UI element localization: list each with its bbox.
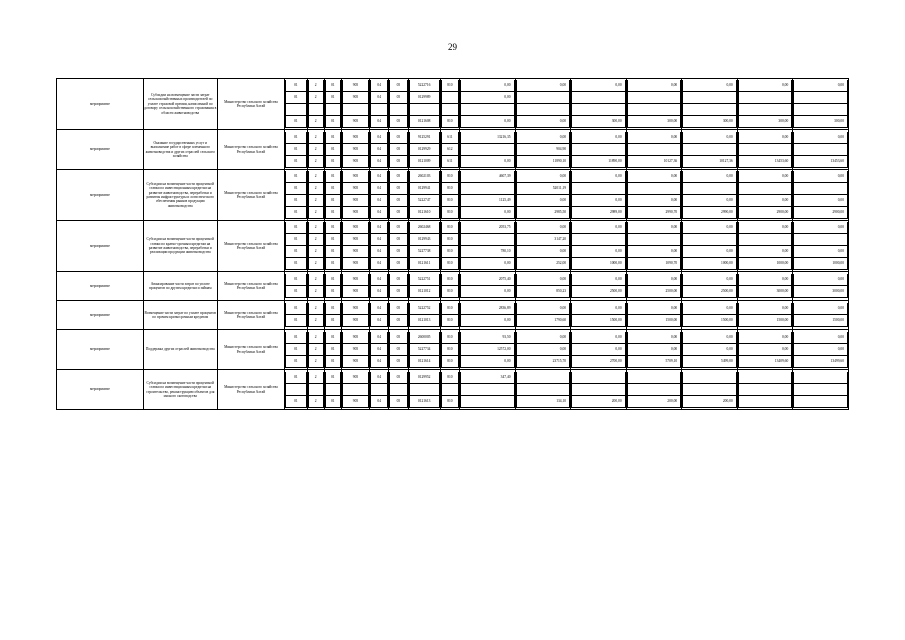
value-cell: 0,00 300,00 [682,79,738,130]
row-description-cell: Субсидии на возмещение части затрат сельскохозяйственных производителей по уплате страховой премии, начисленной по договору сельскохозяйственного страхования в области животноводства [143,79,217,130]
value-cell: 0,00 3000,00 [737,272,793,301]
code-cell: 01 01 [324,272,341,301]
code-cell: 0129952 0121613 [408,370,440,410]
code-cell: 01 01 01 01 [285,170,307,221]
code-cell: 810 810 [440,370,459,410]
row-organization-cell: Министерство сельского хозяйства Республики Алтай [217,221,285,272]
value-cell: 0,00 904,90 11890,10 [515,130,571,170]
code-cell: 2 2 2 [307,130,324,170]
value-cell: 0,00 2500,00 [571,272,627,301]
row-organization-cell: Министерство сельского хозяйства Республики Алтай [217,330,285,370]
code-cell: 05 05 [389,272,408,301]
code-cell: 01 01 [324,301,341,330]
value-cell: 2075,40 0,00 [460,272,516,301]
code-cell: 05 05 05 [389,79,408,130]
value-cell: 200,00 [626,370,682,410]
code-cell: 05 05 05 05 [389,221,408,272]
code-cell: 01 01 [285,272,307,301]
code-cell: 2 2 2 2 [307,221,324,272]
value-cell: 0,00 1500,00 [626,301,682,330]
code-cell: 2 2 [307,272,324,301]
value-cell: 0,00 10127,36 [626,130,682,170]
row-type-cell: мероприятие [57,330,144,370]
row-organization-cell: Министерство сельского хозяйства Республики Алтай [217,370,285,410]
value-cell: 0,00 3147,20 0,00 252,00 [515,221,571,272]
row-description-cell: Субсидии на возмещение части процентной ставки по инвестиционным кредитам на строительство, реконструкцию объектов для мясного скотоводства [143,370,217,410]
row-type-cell: мероприятие [57,370,144,410]
code-cell: 810 810 810 810 [440,221,459,272]
code-cell: 905 905 [341,272,369,301]
value-cell: 347,40 [460,370,516,410]
value-cell: 0,00 0,00 1000,00 [737,221,793,272]
code-cell: 905 905 905 905 [341,170,369,221]
value-cell: 0,00 0,00 2700,00 [571,330,627,370]
value-cell: 0,00 0,00 1000,00 [571,221,627,272]
value-cell: 0,00 0,00 1090,70 [626,221,682,272]
budget-table [56,78,849,410]
code-cell: 2602468 0129943 5227738 0121611 [408,221,440,272]
table-row [57,370,849,410]
code-cell: 05 05 05 [389,130,408,170]
value-cell: 0,00 2500,00 [682,272,738,301]
code-cell: 01 01 01 01 [324,170,341,221]
value-cell: 0,00 0,00 2900,00 [737,170,793,221]
value-cell: 0,00 1500,00 [682,301,738,330]
code-cell: 01 01 01 [285,79,307,130]
value-cell: 0,00 3000,00 [793,272,849,301]
row-description-cell: Возмещение части затрат по уплате процентов по прочим краткосрочным кредитам [143,301,217,330]
row-type-cell: мероприятие [57,221,144,272]
value-cell: 0,00 0,00 13499,60 [793,330,849,370]
code-cell: 810 810 [440,272,459,301]
value-cell: 0,00 0,00 1000,00 [682,221,738,272]
value-cell: 13216,35 0,00 [460,130,516,170]
code-cell: 2 2 [307,301,324,330]
value-cell: 0,00 52011,19 0,00 2985,50 [515,170,571,221]
table-row [57,272,849,301]
value-cell: 0,00 0,00 [515,79,571,130]
code-cell: 2600005 5227734 0121614 [408,330,440,370]
value-cell: 4607,39 1125,49 0,00 [460,170,516,221]
code-cell: 04 04 [370,272,389,301]
code-cell: 905 905 [341,301,369,330]
code-cell: 01 01 01 [285,330,307,370]
code-cell: 5222716 0129989 0121608 [408,79,440,130]
code-cell: 905 905 905 [341,330,369,370]
budget-table-wrapper [56,78,849,410]
code-cell: 810 810 [440,79,459,130]
code-cell: 01 01 01 01 [324,221,341,272]
code-cell: 2 2 2 2 [307,170,324,221]
code-cell: 05 05 05 05 [389,170,408,221]
code-cell: 04 04 [370,370,389,410]
row-organization-cell: Министерство сельского хозяйства Республики Алтай [217,130,285,170]
code-cell: 01 01 [285,301,307,330]
value-cell: 0,00 300,00 [626,79,682,130]
value-cell: 0,00 0,00 23715,70 [515,330,571,370]
table-row [57,301,849,330]
value-cell: 0,00 1790,60 [515,301,571,330]
code-cell: 5222751 0121012 [408,272,440,301]
code-cell: 01 01 01 [285,130,307,170]
value-cell: 2053,75 780,10 0,00 [460,221,516,272]
value-cell: 0,00 13453,60 [737,130,793,170]
row-type-cell: мероприятие [57,170,144,221]
value-cell: 0,00 1500,00 [737,301,793,330]
table-row [57,330,849,370]
value-cell: 200,00 [571,370,627,410]
code-cell: 2 2 [307,370,324,410]
code-cell: 2 2 2 [307,330,324,370]
code-cell: 2 2 2 [307,79,324,130]
code-cell: 04 04 04 04 [370,221,389,272]
value-cell: 0,00 0,00 2989,00 [571,170,627,221]
code-cell: 810 810 [440,301,459,330]
table-row [57,221,849,272]
code-cell: 05 05 [389,370,408,410]
row-description-cell: Поддержка других отраслей животноводства [143,330,217,370]
code-cell: 611 612 611 [440,130,459,170]
row-organization-cell: Министерство сельского хозяйства Республики Алтай [217,301,285,330]
code-cell: 05 05 [389,301,408,330]
row-description-cell: Субсидии на возмещение части процентной ставки по кратко-срочным кредитам на развитие животноводства, переработки и реализации продукции животноводства [143,221,217,272]
code-cell: 01 01 [285,370,307,410]
row-description-cell: Субсидии на возмещение части процентной ставки по инвестиционным кредитам на развитие животноводства, переработки и развития инфраструктуры и логистического обеспечения рынков продукции животноводства [143,170,217,221]
code-cell: 9125291 0129929 0121009 [408,130,440,170]
value-cell: 0,00 2500,00 [626,272,682,301]
code-cell: 04 04 04 04 [370,170,389,221]
value-cell: 0,00 300,00 [571,79,627,130]
value-cell: 0,00 11890,00 [571,130,627,170]
value-cell: 0,00 0,00 13409,60 [737,330,793,370]
code-cell: 810 810 810 810 [440,170,459,221]
value-cell [793,370,849,410]
row-organization-cell: Министерство сельского хозяйства Республики Алтай [217,170,285,221]
row-organization-cell: Министерство сельского хозяйства Республики Алтай [217,272,285,301]
row-type-cell: мероприятие [57,79,144,130]
code-cell: 905 905 905 [341,130,369,170]
value-cell [737,370,793,410]
code-cell: 01 01 01 [324,130,341,170]
value-cell: 134,10 [515,370,571,410]
value-cell: 0,00 10127,36 [682,130,738,170]
value-cell: 0,00 0,00 5709,10 [626,330,682,370]
value-cell: 0,00 0,00 1000,00 [793,221,849,272]
value-cell: 0,00 0,00 2900,00 [793,170,849,221]
code-cell: 05 05 05 [389,330,408,370]
row-description-cell: Авансирование части затрат по уплате процентов по другим кредитам и займам [143,272,217,301]
value-cell: 2836,89 0,00 [460,301,516,330]
code-cell: 04 04 04 [370,130,389,170]
code-cell: 04 04 04 [370,79,389,130]
row-organization-cell: Министерство сельского хозяйства Республики Алтай [217,79,285,130]
code-cell: 905 905 905 [341,79,369,130]
value-cell: 0,00 1500,00 [793,301,849,330]
row-description-cell: Оказание государственных услуг и выполнение работ в сфере племенного животноводства и других отраслей сельского хозяйства [143,130,217,170]
code-cell: 01 01 01 [324,330,341,370]
code-cell: 01 01 [324,370,341,410]
page-number: 29 [448,42,457,52]
value-cell: 200,00 [682,370,738,410]
value-cell: 0,00 0,00 5499,00 [682,330,738,370]
code-cell: 905 905 [341,370,369,410]
row-type-cell: мероприятие [57,301,144,330]
value-cell: 0,00 300,00 [737,79,793,130]
row-type-cell: мероприятие [57,272,144,301]
value-cell: 0,00 850,23 [515,272,571,301]
code-cell: 810 810 810 [440,330,459,370]
value-cell: 0,00 300,00 [793,79,849,130]
value-cell: 0,00 1500,00 [571,301,627,330]
code-cell: 905 905 905 905 [341,221,369,272]
value-cell: 0,00 13453,60 [793,130,849,170]
value-cell: 0,00 0,00 2990,70 [626,170,682,221]
code-cell: 04 04 04 [370,330,389,370]
value-cell: 0,00 0,00 2990,00 [682,170,738,221]
code-cell: 01 01 01 [324,79,341,130]
code-cell: 01 01 01 01 [285,221,307,272]
table-row [57,170,849,221]
code-cell: 2602103 0129941 5222747 0121610 [408,170,440,221]
value-cell: 0,00 0,00 0,00 [460,79,516,130]
code-cell: 04 04 [370,301,389,330]
row-type-cell: мероприятие [57,130,144,170]
value-cell: 93,50 12572,00 0,00 [460,330,516,370]
table-row [57,79,849,130]
table-row [57,130,849,170]
code-cell: 5222752 0121013 [408,301,440,330]
